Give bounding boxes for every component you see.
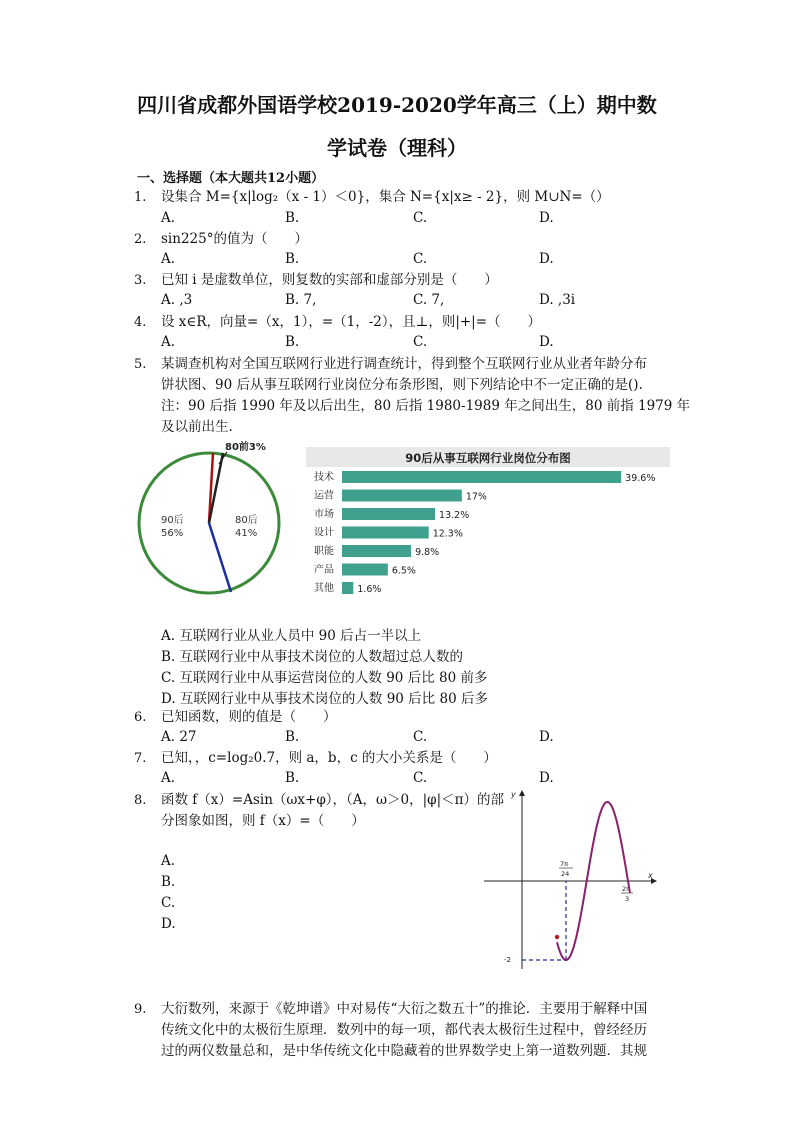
section-heading: 一、选择题（本大题共12小题） (137, 171, 325, 186)
question-number: 2. (134, 232, 147, 247)
pie-divider-80 (209, 523, 231, 592)
y-axis-label: y (511, 790, 516, 799)
curve-endpoint (555, 935, 559, 939)
option-b: B. 互联网行业中从事技术岗位的人数超过总人数的 (161, 649, 464, 665)
bar-value-label: 13.2% (439, 510, 470, 521)
question-number: 4. (134, 315, 147, 330)
question-line: 传统文化中的太极衍生原理．数列中的每一项，都代表太极衍生过程中，曾经经历 (161, 1022, 647, 1038)
bar-category-label: 职能 (314, 546, 334, 557)
pie-value-90: 56% (161, 528, 184, 539)
option-b: B. 7, (285, 292, 317, 308)
option-a: A. 互联网行业从业人员中 90 后占一半以上 (161, 628, 422, 644)
option-d: D. (539, 251, 554, 267)
x-axis-label: x (648, 871, 653, 880)
option-d: D. (161, 916, 176, 932)
title-line-2: 学试卷（理科） (327, 136, 467, 160)
option-c: C. 7, (413, 292, 445, 308)
question-line: 注：90 后指 1990 年及以后出生，80 后指 1980-1989 年之间出生，80 前指 1979 年 (161, 398, 691, 414)
bar (342, 564, 388, 576)
option-c: C. (413, 729, 428, 745)
option-d: D. (539, 729, 554, 745)
bar-value-label: 6.5% (391, 565, 416, 577)
bar (342, 471, 621, 483)
bar (342, 508, 435, 520)
tick-7pi-den: 24 (561, 870, 570, 878)
bar (342, 527, 429, 539)
option-a: A. (161, 853, 176, 869)
option-b: B. (285, 729, 300, 745)
question-number: 7. (134, 751, 147, 766)
question-text: 已知 i 是虚数单位，则复数的实部和虚部分别是（ ） (161, 272, 498, 288)
question-line: 过的两仪数量总和，是中华传统文化中隐藏着的世界数学史上第一道数列题．其规 (161, 1043, 647, 1059)
bar-value-label: 17% (465, 491, 487, 503)
question-line: 某调查机构对全国互联网行业进行调查统计，得到整个互联网行业从业者年龄分布 (161, 356, 647, 372)
question-number: 5. (134, 357, 147, 372)
question-number: 8. (134, 793, 147, 808)
option-b: B. (285, 334, 300, 350)
question-number: 1. (134, 190, 147, 205)
title-line-1: 四川省成都外国语学校2019-2020学年高三（上）期中数 (137, 93, 657, 117)
option-b: B. (285, 210, 300, 226)
option-c: C. (161, 895, 176, 911)
pie-label-80-before: 80前3% (225, 442, 266, 453)
option-a: A. ,3 (161, 292, 193, 308)
bar-value-label: 12.3% (432, 528, 463, 540)
option-b: B. (285, 251, 300, 267)
age-pie-chart (135, 440, 295, 605)
option-c: C. (413, 334, 428, 350)
option-d: D. (539, 334, 554, 350)
pie-label-90: 90后 (161, 515, 184, 526)
bar (342, 545, 411, 557)
option-c: C. (413, 251, 428, 267)
question-number: 9. (134, 1002, 147, 1017)
bar-category-label: 技术 (314, 472, 334, 483)
option-c: C. (413, 770, 428, 786)
question-number: 6. (134, 710, 147, 725)
option-a: A. (161, 334, 176, 350)
bar-value-label: 1.6% (357, 584, 382, 595)
question-text: 已知，，c=log₂0.7，则 a，b，c 的大小关系是（ ） (161, 750, 497, 766)
bar-category-label: 运营 (314, 490, 334, 502)
pie-label-80: 80后 (235, 515, 258, 526)
bar (342, 582, 353, 594)
option-b: B. (161, 874, 176, 890)
option-d: D. (539, 770, 554, 786)
option-a: A. (161, 770, 176, 786)
bar-category-label: 设计 (314, 527, 334, 539)
question-text: 设 x∈R，向量=（x，1），=（1，-2），且⊥，则|+|=（ ） (161, 314, 542, 330)
bar (342, 490, 462, 502)
option-b: B. (285, 770, 300, 786)
question-number: 3. (134, 273, 147, 288)
pie-value-80: 41% (235, 528, 258, 539)
question-line: 大衍数列，来源于《乾坤谱》中对易传“大衍之数五十”的推论．主要用于解释中国 (161, 1001, 648, 1017)
bar-category-label: 其他 (314, 583, 334, 594)
option-c: C. (413, 210, 428, 226)
option-d: D. (539, 210, 554, 226)
position-bar-chart (306, 447, 670, 599)
question-line: 饼状图、90 后从事互联网行业岗位分布条形图，则下列结论中不一定正确的是(). (161, 377, 643, 393)
option-c: C. 互联网行业中从事运营岗位的人数 90 后比 80 前多 (161, 670, 488, 686)
question-text: 设集合 M={x|log₂（x - 1）＜0}，集合 N={x|x≥ - 2}，则 M∪N=（） (161, 189, 610, 205)
bar-value-label: 39.6% (625, 473, 656, 484)
question-line: 分图象如图，则 f（x）=（ ） (161, 813, 365, 829)
option-a: A. 27 (161, 729, 197, 745)
option-d: D. 互联网行业中从事技术岗位的人数 90 后比 80 后多 (161, 691, 488, 707)
option-a: A. (161, 251, 176, 267)
bar-value-label: 9.8% (415, 547, 440, 558)
question-text: sin225°的值为（ ） (161, 231, 308, 247)
question-line: 函数 f（x）=Asin（ωx+φ），（A，ω＞0，|φ|＜π）的部 (161, 792, 505, 808)
sine-graph (480, 785, 670, 975)
tick-3-den: 3 (625, 895, 630, 903)
question-text: 已知函数，则的值是（ ） (161, 709, 337, 725)
option-d: D. ,3i (539, 292, 576, 308)
question-line: 及以前出生. (161, 419, 233, 435)
tick-7pi-num: 7π (560, 860, 569, 868)
y-tick-label: -2 (504, 956, 511, 964)
tick-2pi-num: 2π (622, 885, 631, 893)
option-a: A. (161, 210, 176, 226)
bar-chart-title: 90后从事互联网行业岗位分布图 (405, 451, 571, 465)
bar-category-label: 产品 (314, 564, 334, 576)
bar-category-label: 市场 (314, 509, 334, 520)
